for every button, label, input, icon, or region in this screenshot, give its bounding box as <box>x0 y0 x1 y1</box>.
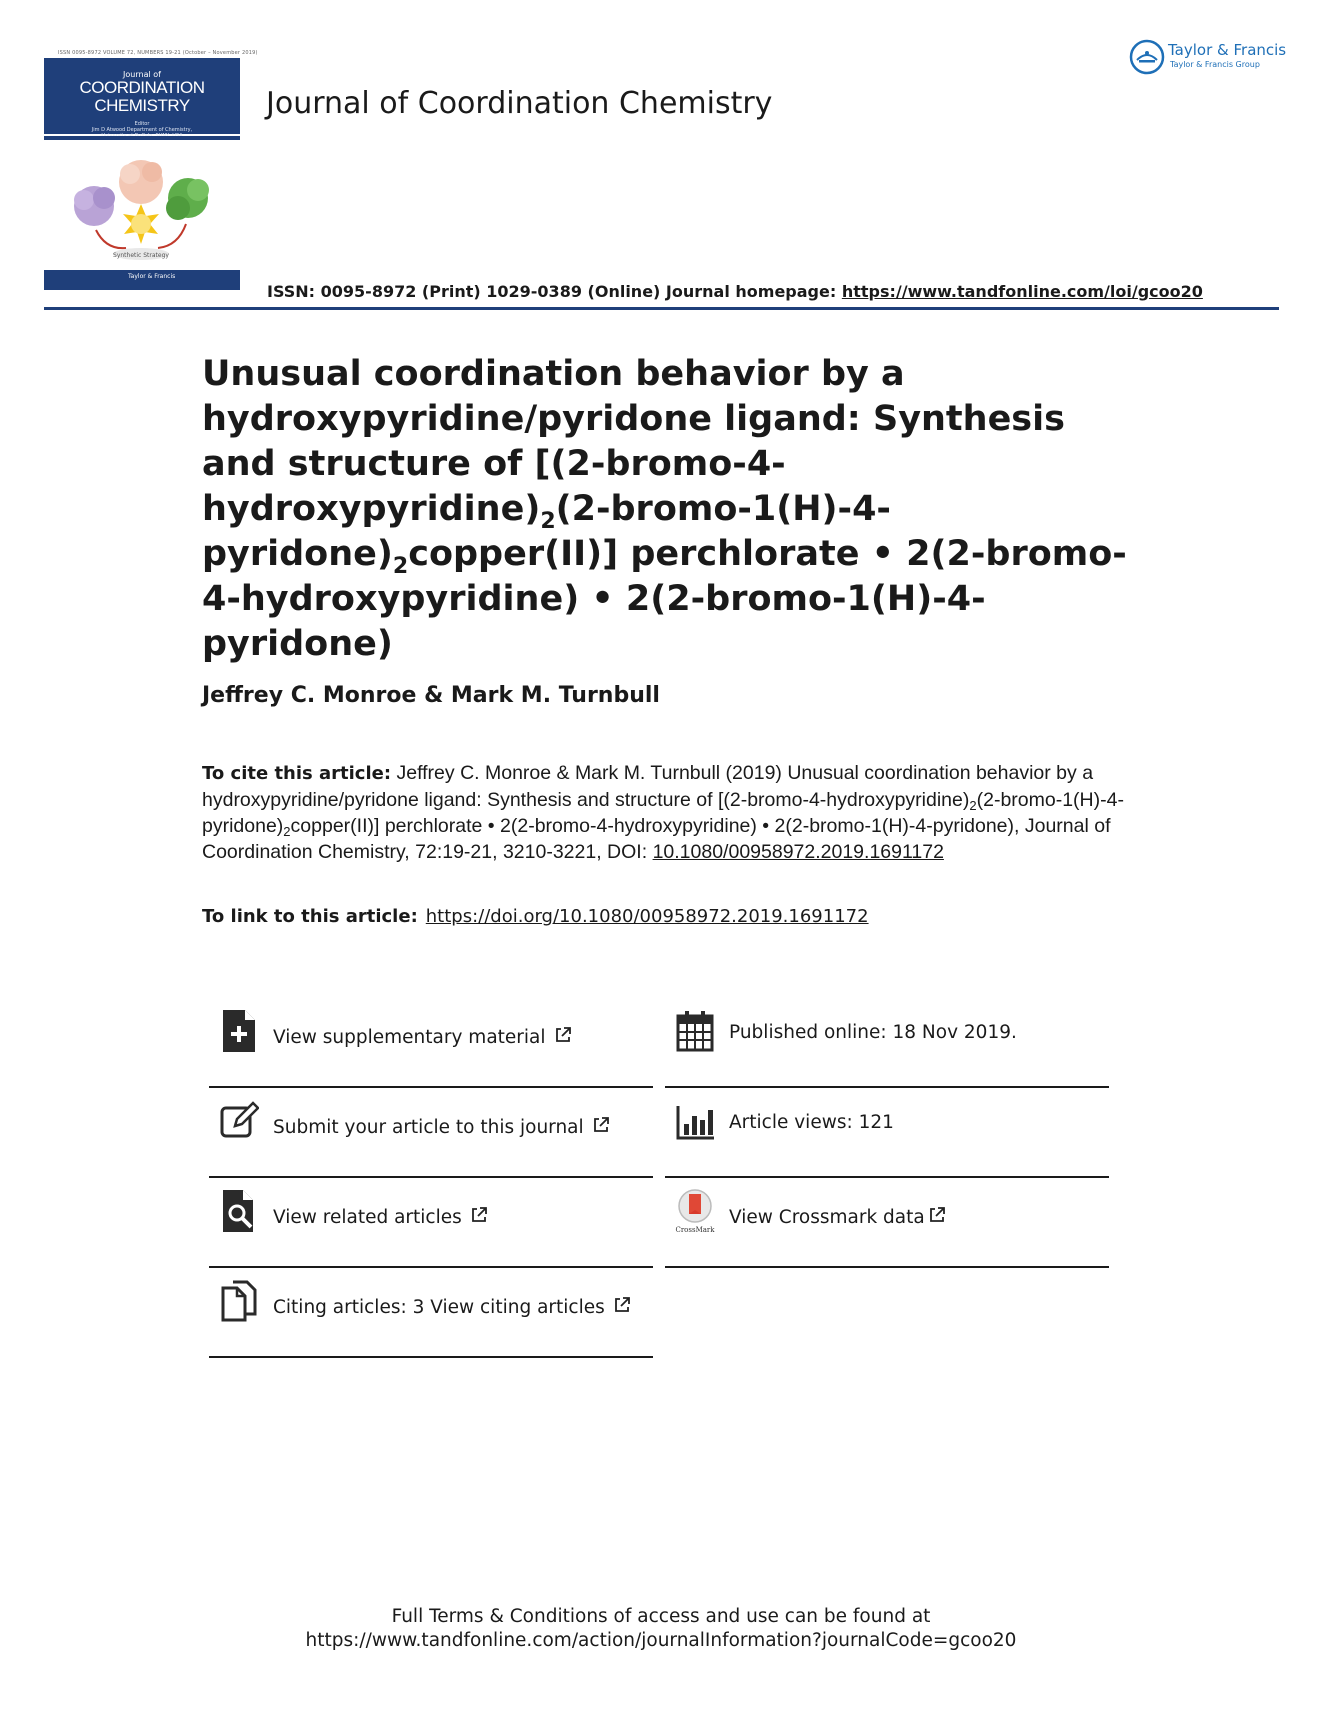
issn-line <box>267 282 1203 301</box>
related-label: View related articles <box>273 1207 462 1228</box>
related-articles-link[interactable] <box>209 1176 653 1268</box>
cover-editor-label: Editor <box>134 121 150 127</box>
submit-article-link[interactable] <box>209 1086 653 1178</box>
citation-subscript: 2 <box>969 798 977 813</box>
crossmark-logo-text: CrossMark <box>675 1226 715 1234</box>
citation-text-part2: (2-bromo-1(H)-4-pyridone) <box>202 789 1124 837</box>
journal-title: Journal of Coordination Chemistry <box>266 86 773 121</box>
cover-stripe <box>44 136 240 140</box>
link-label <box>273 1116 610 1138</box>
calendar-icon <box>675 1008 715 1054</box>
external-link-icon <box>613 1296 631 1314</box>
citation-doi-link[interactable]: 10.1080/00958972.2019.1691172 <box>652 841 944 863</box>
crossmark-icon <box>675 1188 715 1234</box>
submit-label: Submit your article to this journal <box>273 1117 584 1138</box>
citing-label: Citing articles: 3 View citing articles <box>273 1297 605 1318</box>
link-label <box>729 1206 946 1228</box>
citation-text-part3: copper(II)] perchlorate • 2(2-bromo-4-hydroxypyridine) • 2(2-bromo-1(H)-4-pyridone), Journal of Coordination Chemistry, 72:19-21, 3210-3221, DOI: <box>202 815 1111 863</box>
citation-subscript: 2 <box>283 824 291 839</box>
article-authors: Jeffrey C. Monroe & Mark M. Turnbull <box>202 683 660 708</box>
article-link-line <box>202 906 869 927</box>
cover-band <box>44 58 240 134</box>
terms-line: Full Terms & Conditions of access and use can be found at <box>391 1606 931 1627</box>
publisher-group: Taylor & Francis Group <box>1170 60 1260 69</box>
copy-files-icon <box>219 1278 259 1324</box>
cover-footer <box>44 270 240 290</box>
cover-art-caption: Synthetic Strategy <box>113 252 169 259</box>
link-label <box>273 1206 488 1228</box>
file-plus-icon <box>219 1008 259 1054</box>
cover-footer-brand: Taylor & Francis <box>128 273 176 280</box>
cover-title-line2: CHEMISTRY <box>94 96 190 115</box>
article-title-part3: copper(II)] perchlorate • 2(2-bromo-4-hydroxypyridine) • 2(2-bromo-1(H)-4-pyridone) <box>202 534 1127 664</box>
external-link-icon <box>554 1026 572 1044</box>
article-title <box>202 352 1142 667</box>
taylor-francis-icon <box>1128 38 1166 76</box>
issn-text: ISSN: 0095-8972 (Print) 1029-0389 (Online) Journal homepage: <box>267 282 842 301</box>
terms-url[interactable]: https://www.tandfonline.com/action/journalInformation?journalCode=gcoo20 <box>305 1630 1017 1651</box>
cover-meta: ISSN 0095-8972 VOLUME 72, NUMBERS 19-21 (October – November 2019) <box>58 50 258 56</box>
article-views-label: Article views: 121 <box>729 1112 894 1133</box>
citation-lead: To cite this article: <box>202 763 392 784</box>
cover-title <box>44 79 240 115</box>
cover-editor-lines: Jim D Atwood Department of Chemistry, <box>91 127 193 133</box>
external-link-icon <box>470 1206 488 1224</box>
published-date-label: Published online: 18 Nov 2019. <box>729 1022 1017 1043</box>
cover-title-line1: COORDINATION <box>79 78 205 97</box>
article-title-part2: (2-bromo-1(H)-4-pyridone) <box>202 489 891 574</box>
article-title-subscript: 2 <box>540 509 556 534</box>
publisher-logo[interactable] <box>1128 38 1287 80</box>
cover-journal-of: Journal of <box>123 70 161 79</box>
journal-homepage-link[interactable]: https://www.tandfonline.com/loi/gcoo20 <box>841 282 1203 301</box>
article-views-info <box>665 1086 1109 1178</box>
article-title-subscript: 2 <box>392 554 409 579</box>
citing-articles-link[interactable] <box>209 1266 653 1358</box>
link-label <box>273 1026 572 1048</box>
external-link-icon <box>592 1116 610 1134</box>
bar-chart-icon <box>675 1098 715 1144</box>
cover-illustration <box>66 154 216 264</box>
publisher-name: Taylor & Francis <box>1168 41 1287 59</box>
crossmark-label: View Crossmark data <box>729 1207 925 1228</box>
supplementary-label: View supplementary material <box>273 1027 546 1048</box>
article-link-lead: To link to this article: <box>202 906 418 927</box>
terms-footer <box>0 1605 1322 1653</box>
citation-text-part1: Jeffrey C. Monroe & Mark M. Turnbull (2019) Unusual coordination behavior by a hydroxypyridine/pyridone ligand: Synthesis and structure of [(2-bromo-4-hydroxypyridine) <box>202 762 1094 811</box>
link-label <box>273 1296 631 1318</box>
article-doi-url[interactable]: https://doi.org/10.1080/00958972.2019.1691172 <box>425 906 869 927</box>
article-title-part1: Unusual coordination behavior by a hydroxypyridine/pyridone ligand: Synthesis and structure of [(2-bromo-4-hydroxypyridine) <box>202 354 1065 529</box>
edit-icon <box>219 1098 259 1144</box>
external-link-icon <box>928 1206 946 1224</box>
published-online-info <box>665 996 1109 1088</box>
citation-block <box>202 760 1132 865</box>
file-search-icon <box>219 1188 259 1234</box>
header-rule <box>44 307 1279 310</box>
journal-cover <box>44 50 258 294</box>
crossmark-link[interactable] <box>665 1176 1109 1268</box>
supplementary-material-link[interactable] <box>209 996 653 1088</box>
